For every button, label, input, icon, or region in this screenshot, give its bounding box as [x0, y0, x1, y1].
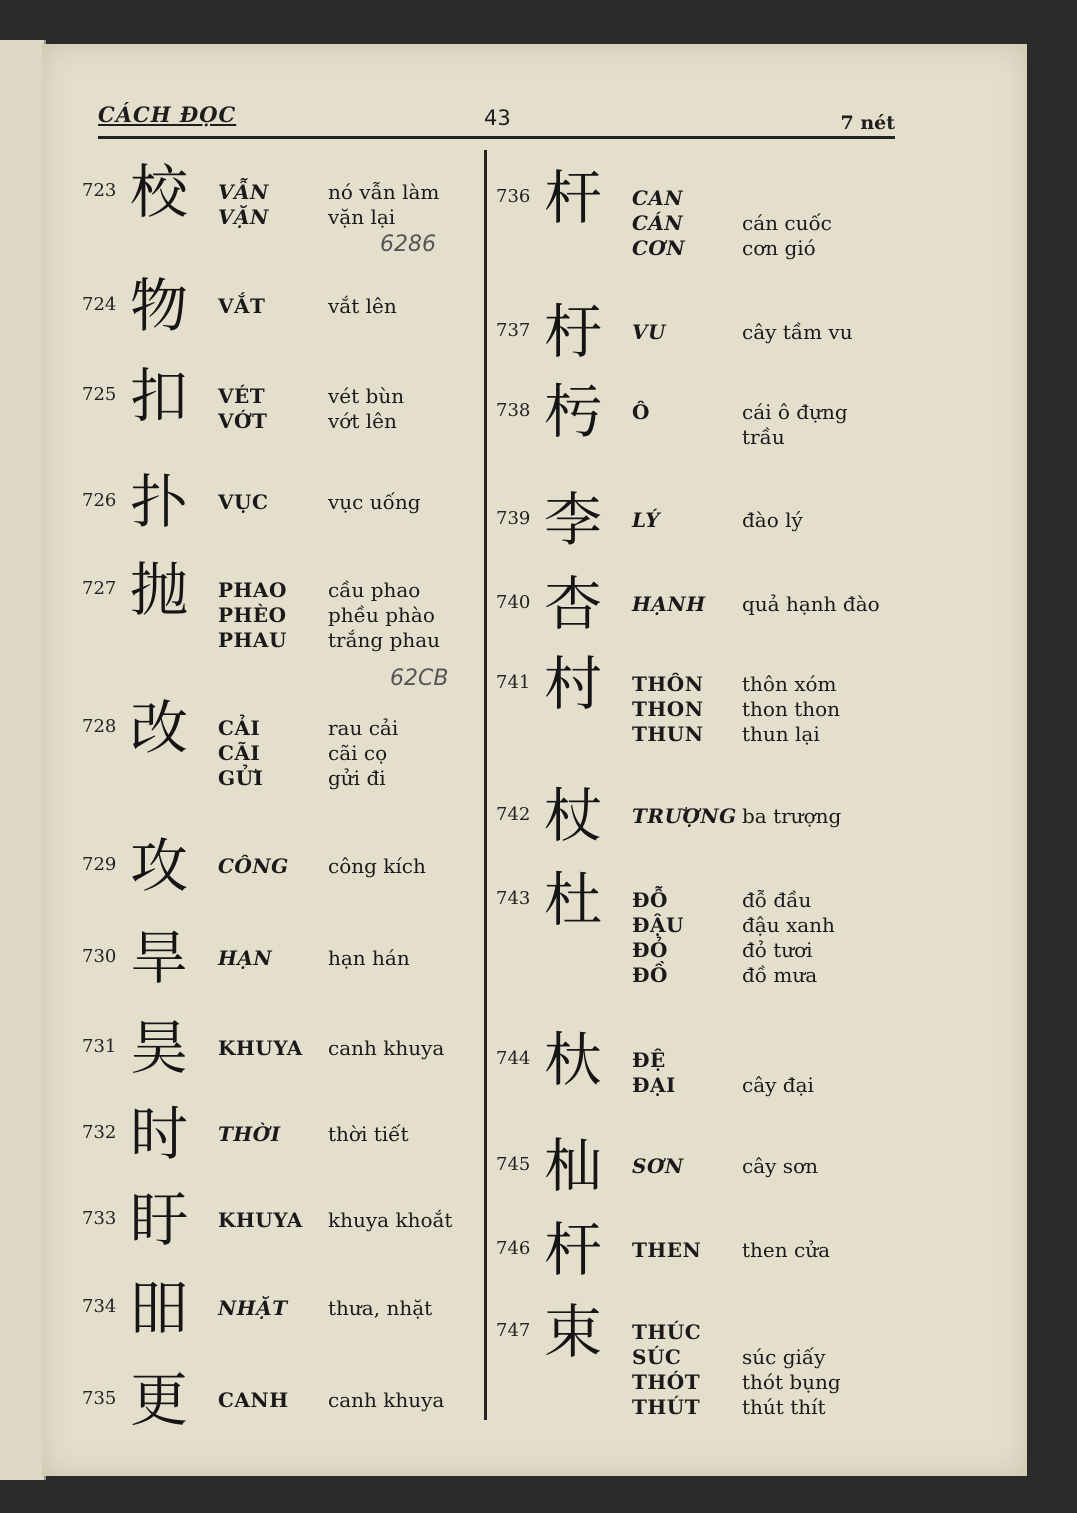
entry-meanings	[328, 1036, 444, 1061]
meaning: vắt lên	[328, 294, 397, 318]
entry-character: 扑	[130, 468, 189, 536]
entry-meanings	[742, 592, 880, 617]
entry-meanings	[328, 1122, 409, 1147]
reading: ĐỎ	[632, 938, 668, 962]
meaning: cán cuốc	[742, 211, 832, 235]
dictionary-entry	[82, 158, 462, 258]
meaning: cầu phao	[328, 578, 421, 602]
meaning: cơn gió	[742, 236, 816, 260]
entry-character: 盱	[130, 1186, 189, 1254]
reading: VẶN	[218, 205, 269, 229]
reading: CANH	[218, 1388, 289, 1412]
entry-readings	[632, 1320, 701, 1420]
meaning: vét bùn	[328, 384, 405, 408]
dictionary-entry	[496, 378, 876, 478]
meaning: cây đại	[742, 1073, 814, 1097]
entry-meanings	[742, 672, 840, 747]
entry-number: 727	[82, 578, 117, 599]
meaning: cây tầm vu	[742, 320, 853, 344]
entry-readings	[632, 1048, 676, 1098]
entry-number: 747	[496, 1320, 531, 1341]
meaning: đỏ tươi	[742, 938, 813, 962]
entry-character: 杆	[544, 164, 603, 232]
entry-meanings	[742, 400, 848, 450]
entry-readings	[632, 320, 666, 345]
entry-character: 束	[544, 1298, 603, 1366]
entry-meanings	[328, 384, 404, 434]
reading: LÝ	[632, 508, 661, 532]
meaning: canh khuya	[328, 1036, 445, 1060]
entry-character: 校	[130, 158, 189, 226]
meaning: cây sơn	[742, 1154, 818, 1178]
entry-number: 732	[82, 1122, 117, 1143]
reading: THON	[632, 697, 704, 721]
dictionary-entry	[496, 650, 876, 750]
entry-character: 更	[130, 1366, 189, 1434]
entry-character: 杏	[544, 570, 603, 638]
meaning: thời tiết	[328, 1122, 409, 1146]
dictionary-entry	[82, 272, 462, 372]
reading: CÔNG	[218, 854, 289, 878]
reading: THÓT	[632, 1370, 701, 1394]
reading: ĐỒ	[632, 963, 668, 987]
reading: PHAU	[218, 628, 287, 652]
entry-character: 昊	[130, 1014, 189, 1082]
reading: Ô	[632, 400, 650, 424]
dictionary-entry	[82, 362, 462, 462]
entry-character: 抛	[130, 556, 189, 624]
column-divider	[484, 150, 487, 1420]
entry-readings	[218, 384, 267, 434]
reading: THỜI	[218, 1122, 281, 1146]
entry-number: 741	[496, 672, 531, 693]
entry-number: 740	[496, 592, 531, 613]
meaning: ba trượng	[742, 804, 842, 828]
reading: KHUYA	[218, 1036, 303, 1060]
entry-character: 扣	[130, 362, 189, 430]
entry-readings	[632, 888, 684, 988]
entry-number: 726	[82, 490, 117, 511]
meaning: công kích	[328, 854, 426, 878]
meaning: rau cải	[328, 716, 399, 740]
entry-meanings	[328, 180, 439, 230]
reading: VÉT	[218, 384, 266, 408]
entry-number: 739	[496, 508, 531, 529]
dictionary-entry	[82, 924, 462, 1024]
reading: TRƯỢNG	[632, 804, 737, 828]
entry-number: 734	[82, 1296, 117, 1317]
entry-readings	[218, 1208, 303, 1233]
entry-number: 728	[82, 716, 117, 737]
reading: CÁN	[632, 211, 684, 235]
entry-meanings	[742, 888, 835, 988]
entry-number: 744	[496, 1048, 531, 1069]
entry-meanings	[328, 490, 421, 515]
entry-number: 738	[496, 400, 531, 421]
meaning: gửi đi	[328, 766, 386, 790]
meaning: thôn xóm	[742, 672, 837, 696]
reading: CẢI	[218, 716, 261, 740]
entry-character: 杅	[544, 298, 603, 366]
reading: ĐỖ	[632, 888, 668, 912]
entry-number: 742	[496, 804, 531, 825]
entry-meanings	[742, 1048, 814, 1098]
entry-character: 李	[544, 486, 603, 554]
entry-character: 改	[130, 694, 189, 762]
meaning: canh khuya	[328, 1388, 445, 1412]
entry-number: 731	[82, 1036, 117, 1057]
entry-number: 745	[496, 1154, 531, 1175]
entry-number: 730	[82, 946, 117, 967]
reading: VẪN	[218, 180, 269, 204]
entry-meanings	[742, 320, 853, 345]
meaning: vớt lên	[328, 409, 397, 433]
meaning: vặn lại	[328, 205, 396, 229]
entry-meanings	[742, 1154, 818, 1179]
dictionary-entry	[82, 1366, 462, 1466]
entry-readings	[218, 946, 272, 971]
reading: ĐẠI	[632, 1073, 676, 1097]
reading: THÔN	[632, 672, 704, 696]
entry-readings	[218, 578, 287, 653]
reading: KHUYA	[218, 1208, 303, 1232]
reading: THEN	[632, 1238, 702, 1262]
handwritten-note: 62CB	[390, 666, 449, 691]
meaning: súc giấy	[742, 1345, 826, 1369]
meaning	[742, 1320, 841, 1345]
entry-number: 729	[82, 854, 117, 875]
entry-readings	[632, 508, 660, 533]
entry-character: 旱	[130, 924, 189, 992]
reading: SÚC	[632, 1345, 682, 1369]
reading: THÚC	[632, 1320, 702, 1344]
dictionary-entry	[496, 1026, 876, 1126]
entry-readings	[632, 400, 650, 425]
entry-number: 724	[82, 294, 117, 315]
dictionary-entry	[496, 866, 876, 987]
entry-meanings	[328, 1208, 452, 1233]
meaning: đậu xanh	[742, 913, 835, 937]
reading: CÃI	[218, 741, 261, 765]
entry-character: 杣	[544, 1132, 603, 1200]
entry-meanings	[328, 946, 410, 971]
entry-number: 735	[82, 1388, 117, 1409]
meaning	[742, 186, 832, 211]
reading: SƠN	[632, 1154, 684, 1178]
meaning: hạn hán	[328, 946, 410, 970]
entry-meanings	[328, 1296, 432, 1321]
entry-meanings	[742, 1238, 830, 1263]
entry-number: 733	[82, 1208, 117, 1229]
meaning: khuya khoắt	[328, 1208, 453, 1232]
entry-number: 737	[496, 320, 531, 341]
entry-character: 杖	[544, 782, 603, 850]
entry-meanings	[742, 186, 832, 261]
meaning: trầu	[742, 425, 785, 449]
entry-number: 723	[82, 180, 117, 201]
entry-number: 725	[82, 384, 117, 405]
entry-readings	[632, 804, 737, 829]
entry-character: 村	[544, 650, 603, 718]
entry-character: 杜	[544, 866, 603, 934]
dictionary-entry	[82, 832, 462, 932]
dictionary-entry	[82, 556, 462, 656]
entry-character: 杕	[544, 1026, 603, 1094]
meaning: phều phào	[328, 603, 435, 627]
entry-meanings	[328, 1388, 444, 1413]
reading: VỤC	[218, 490, 269, 514]
entry-meanings	[742, 1320, 841, 1420]
entry-number: 736	[496, 186, 531, 207]
reading: CƠN	[632, 236, 686, 260]
meaning: cái ô đựng	[742, 400, 848, 424]
meaning: quả hạnh đào	[742, 592, 880, 616]
entry-meanings	[328, 854, 426, 879]
meaning: đồ mưa	[742, 963, 818, 987]
entry-readings	[632, 672, 704, 747]
reading: ĐẬU	[632, 913, 684, 937]
entry-readings	[632, 186, 685, 261]
reading: THUN	[632, 722, 704, 746]
entry-readings	[632, 1154, 684, 1179]
entry-character: 物	[130, 272, 189, 340]
entry-readings	[632, 592, 706, 617]
reading: CAN	[632, 186, 684, 210]
meaning: thót bụng	[742, 1370, 841, 1394]
stroke-count-label: 7 nét	[840, 112, 895, 134]
page-number: 43	[484, 106, 511, 130]
reading: THÚT	[632, 1395, 701, 1419]
entry-meanings	[328, 294, 397, 319]
dictionary-entry	[82, 1274, 462, 1374]
meaning: thun lại	[742, 722, 820, 746]
meaning: trắng phau	[328, 628, 441, 652]
entry-character: 杇	[544, 378, 603, 446]
reading: GỬI	[218, 766, 264, 790]
entry-readings	[218, 716, 263, 791]
meaning: vục uống	[328, 490, 421, 514]
entry-meanings	[328, 716, 398, 791]
dictionary-entry	[496, 164, 876, 264]
meaning: đỗ đầu	[742, 888, 812, 912]
reading: VU	[632, 320, 666, 344]
entry-character: 昍	[130, 1274, 189, 1342]
reading: PHÈO	[218, 603, 287, 627]
meaning	[742, 1048, 814, 1073]
reading: VẮT	[218, 294, 266, 318]
entry-meanings	[328, 578, 440, 653]
entry-readings	[218, 1296, 288, 1321]
dictionary-entry	[496, 1298, 876, 1419]
meaning: nó vẫn làm	[328, 180, 440, 204]
entry-number: 743	[496, 888, 531, 909]
entry-character: 时	[130, 1100, 189, 1168]
entry-readings	[218, 1122, 281, 1147]
reading: HẠN	[218, 946, 273, 970]
entry-readings	[218, 1036, 303, 1061]
entry-character: 攻	[130, 832, 189, 900]
left-page-edge	[0, 40, 46, 1480]
meaning: thút thít	[742, 1395, 826, 1419]
meaning: then cửa	[742, 1238, 830, 1262]
reading: VỚT	[218, 409, 268, 433]
handwritten-note: 6286	[380, 232, 436, 257]
header-title: CÁCH ĐỌC	[98, 102, 237, 127]
reading: PHAO	[218, 578, 287, 602]
entry-readings	[218, 294, 265, 319]
reading: ĐỆ	[632, 1048, 666, 1072]
meaning: thon thon	[742, 697, 841, 721]
entry-number: 746	[496, 1238, 531, 1259]
entry-readings	[218, 1388, 289, 1413]
entry-meanings	[742, 804, 841, 829]
entry-readings	[218, 854, 289, 879]
dictionary-entry	[82, 694, 462, 794]
entry-readings	[218, 490, 268, 515]
header-rule	[98, 136, 895, 139]
reading: NHẶT	[218, 1296, 288, 1320]
reading: HẠNH	[632, 592, 706, 616]
meaning: thưa, nhặt	[328, 1296, 433, 1320]
entry-meanings	[742, 508, 803, 533]
entry-readings	[218, 180, 269, 230]
meaning: cãi cọ	[328, 741, 388, 765]
entry-character: 杆	[544, 1216, 603, 1284]
meaning: đào lý	[742, 508, 803, 532]
entry-readings	[632, 1238, 701, 1263]
